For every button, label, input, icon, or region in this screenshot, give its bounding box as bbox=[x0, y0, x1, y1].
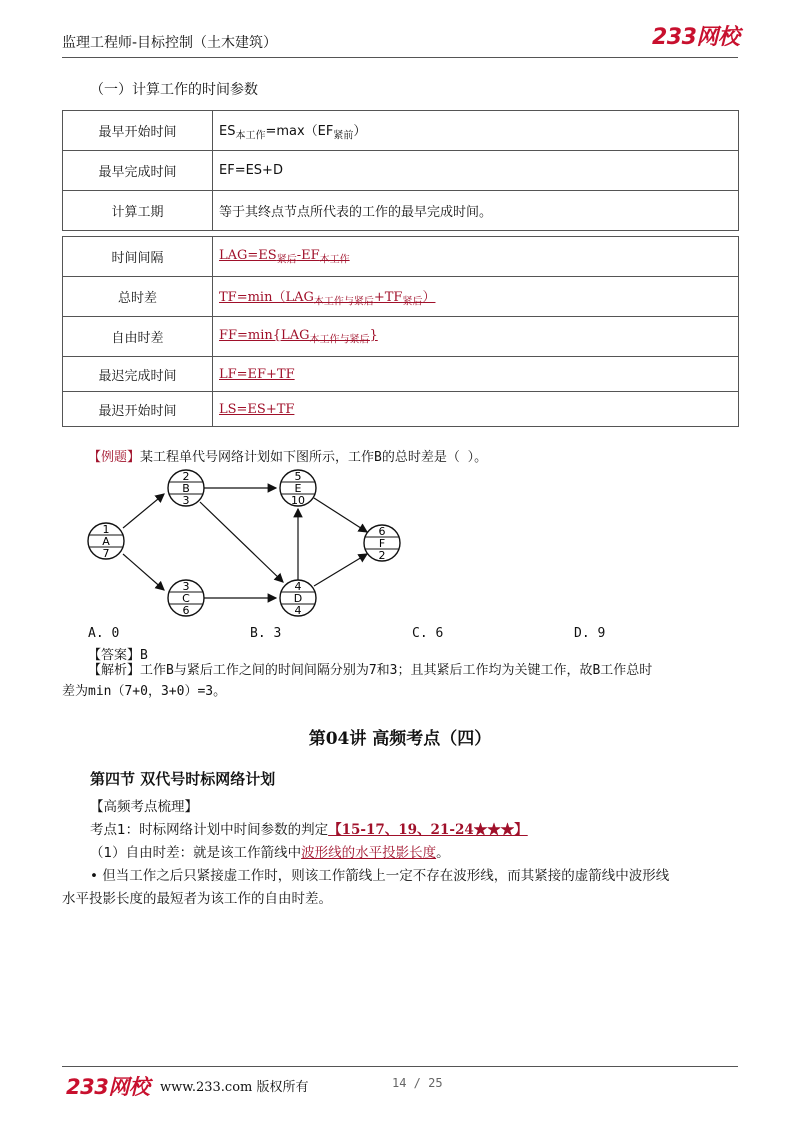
table-row bbox=[63, 357, 739, 392]
float-parameters-table bbox=[62, 236, 739, 427]
table-row bbox=[63, 237, 739, 277]
time-parameters-table bbox=[62, 110, 739, 231]
body-line: （1）自由时差：就是该工作箭线中波形线的水平投影长度。 bbox=[90, 845, 450, 861]
lecture-title: 第04讲 高频考点（四） bbox=[308, 729, 492, 749]
row-label: 最早开始时间 bbox=[63, 111, 213, 151]
edge-d-f bbox=[314, 554, 367, 586]
option-b: B. 3 bbox=[250, 626, 282, 641]
edge-b-d bbox=[200, 502, 283, 582]
row-label: 最早完成时间 bbox=[63, 151, 213, 191]
node-b bbox=[168, 470, 204, 507]
svg-text:C: C bbox=[182, 592, 190, 605]
row-label: 最迟完成时间 bbox=[63, 357, 213, 392]
row-value: 等于其终点节点所代表的工作的最早完成时间。 bbox=[213, 191, 739, 231]
svg-text:2: 2 bbox=[378, 549, 386, 562]
svg-text:10: 10 bbox=[291, 494, 305, 507]
row-label: 总时差 bbox=[63, 277, 213, 317]
highlight-text: 波形线的水平投影长度 bbox=[301, 845, 437, 861]
svg-text:F: F bbox=[378, 537, 386, 550]
table-row bbox=[63, 392, 739, 427]
header-divider bbox=[62, 57, 738, 58]
svg-text:5: 5 bbox=[294, 470, 302, 483]
svg-text:2: 2 bbox=[182, 470, 190, 483]
svg-text:6: 6 bbox=[182, 604, 190, 617]
section-heading: 第四节 双代号时标网络计划 bbox=[90, 770, 276, 788]
body-line: 水平投影长度的最短者为该工作的自由时差。 bbox=[62, 891, 332, 907]
svg-text:1: 1 bbox=[102, 523, 110, 536]
edge-e-f bbox=[314, 498, 367, 532]
explanation-line2: 差为min（7+0，3+0）=3。 bbox=[62, 684, 227, 699]
node-f bbox=[364, 525, 400, 562]
svg-text:E: E bbox=[294, 482, 302, 495]
svg-text:B: B bbox=[182, 482, 190, 495]
node-c bbox=[168, 580, 204, 617]
page-number: 14 / 25 bbox=[392, 1076, 443, 1090]
body-line: 【高频考点梳理】 bbox=[90, 799, 198, 815]
example-tag: 【例题】 bbox=[88, 450, 141, 465]
document-header-title: 监理工程师-目标控制（土木建筑） bbox=[62, 35, 278, 51]
row-formula: $LAG=ES_{紧后}-EF_{本工作}$ bbox=[213, 237, 739, 277]
body-line: 考点1：时标网络计划中时间参数的判定【15-17、19、21-24★★★】 bbox=[90, 822, 528, 838]
row-formula: $FF=\min\{LAG_{本工作与紧后}\}$ bbox=[213, 317, 739, 357]
body-line: • 但当工作之后只紧接虚工作时，则该工作箭线上一定不存在波形线，而其紧接的虚箭线中波形线 bbox=[90, 868, 670, 884]
table-row bbox=[63, 111, 739, 151]
table-row bbox=[63, 277, 739, 317]
table-row bbox=[63, 191, 739, 231]
edge-a-c bbox=[123, 554, 164, 590]
example-text: 某工程单代号网络计划如下图所示，工作B的总时差是（ ）。 bbox=[140, 450, 488, 465]
node-a bbox=[88, 523, 124, 560]
svg-text:3: 3 bbox=[182, 580, 190, 593]
option-a: A. 0 bbox=[88, 626, 120, 641]
table-row bbox=[63, 151, 739, 191]
footer-site: www.233.com 版权所有 bbox=[160, 1080, 309, 1095]
svg-text:4: 4 bbox=[294, 580, 302, 593]
row-label: 最迟开始时间 bbox=[63, 392, 213, 427]
edge-a-b bbox=[123, 494, 164, 528]
brand-logo: 233网校 bbox=[652, 25, 740, 50]
row-label: 时间间隔 bbox=[63, 237, 213, 277]
node-e bbox=[280, 470, 316, 507]
node-d bbox=[280, 580, 316, 617]
svg-text:6: 6 bbox=[378, 525, 386, 538]
svg-text:3: 3 bbox=[182, 494, 190, 507]
row-label: 计算工期 bbox=[63, 191, 213, 231]
answer: 【答案】B bbox=[88, 648, 148, 663]
option-d: D. 9 bbox=[574, 626, 606, 641]
table-row bbox=[63, 317, 739, 357]
network-diagram bbox=[80, 462, 420, 622]
option-c: C. 6 bbox=[412, 626, 444, 641]
footer-logo: 233网校 bbox=[66, 1075, 150, 1099]
row-formula: $ES_{本工作}=\max(EF_{紧前})$ bbox=[213, 111, 739, 151]
svg-text:4: 4 bbox=[294, 604, 302, 617]
row-label: 自由时差 bbox=[63, 317, 213, 357]
row-value: EF=ES+D bbox=[213, 151, 739, 191]
row-formula: LS=ES+TF bbox=[213, 392, 739, 427]
footer-divider bbox=[62, 1066, 738, 1067]
section-title: （一）计算工作的时间参数 bbox=[90, 82, 258, 98]
row-formula: $TF=\min(LAG_{本工作与紧后}+TF_{紧后})$ bbox=[213, 277, 739, 317]
row-formula: LF=EF+TF bbox=[213, 357, 739, 392]
svg-text:D: D bbox=[293, 592, 303, 605]
frequency-stars: 【15-17、19、21-24★★★】 bbox=[328, 822, 528, 838]
svg-text:7: 7 bbox=[102, 547, 110, 560]
svg-text:A: A bbox=[102, 535, 110, 548]
explanation-line1: 【解析】工作B与紧后工作之间的时间间隔分别为7和3；且其紧后工作均为关键工作，故B工作总时 bbox=[88, 663, 653, 678]
